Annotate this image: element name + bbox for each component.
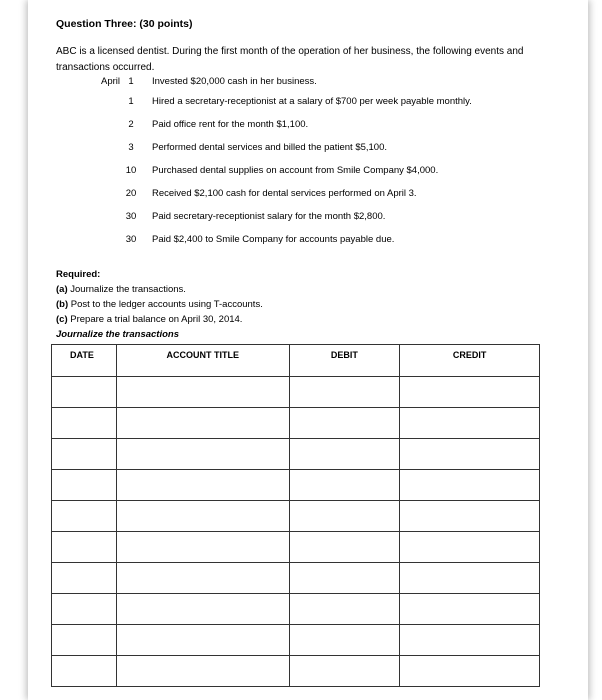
credit-cell[interactable] <box>400 501 540 532</box>
credit-cell[interactable] <box>400 532 540 563</box>
event-row <box>56 234 556 257</box>
debit-cell[interactable] <box>289 501 400 532</box>
table-row <box>52 656 540 687</box>
account-title-cell[interactable] <box>116 594 289 625</box>
table-row <box>52 594 540 625</box>
credit-cell[interactable] <box>400 377 540 408</box>
debit-cell[interactable] <box>289 377 400 408</box>
event-month: April <box>100 76 120 87</box>
required-item: (b) Post to the ledger accounts using T-accounts. <box>56 299 263 310</box>
credit-cell[interactable] <box>400 594 540 625</box>
credit-cell[interactable] <box>400 625 540 656</box>
credit-cell[interactable] <box>400 656 540 687</box>
debit-cell[interactable] <box>289 470 400 501</box>
event-day: 2 <box>128 119 134 130</box>
event-text: Received $2,100 cash for dental services performed on April 3. <box>152 188 417 199</box>
event-text: Purchased dental supplies on account from Smile Company $4,000. <box>152 165 439 176</box>
account-title-cell[interactable] <box>116 377 289 408</box>
date-cell[interactable] <box>52 439 117 470</box>
events-list <box>56 76 556 257</box>
journal-header-row <box>52 345 540 377</box>
event-day: 20 <box>125 188 137 199</box>
event-row <box>56 165 556 188</box>
event-text: Performed dental services and billed the patient $5,100. <box>152 142 388 153</box>
journalize-instruction: Journalize the transactions <box>56 329 180 340</box>
date-cell[interactable] <box>52 625 117 656</box>
journal-table <box>51 344 540 687</box>
document-page <box>28 0 588 700</box>
credit-cell[interactable] <box>400 470 540 501</box>
account-title-cell[interactable] <box>116 501 289 532</box>
event-day: 1 <box>128 76 134 87</box>
required-label: Required: <box>56 269 101 280</box>
table-row <box>52 501 540 532</box>
event-text: Paid $2,400 to Smile Company for accounts payable due. <box>152 234 395 245</box>
header-date: DATE <box>52 345 117 377</box>
date-cell[interactable] <box>52 563 117 594</box>
event-row <box>56 76 556 96</box>
debit-cell[interactable] <box>289 439 400 470</box>
question-content <box>56 18 556 342</box>
date-cell[interactable] <box>52 377 117 408</box>
debit-cell[interactable] <box>289 625 400 656</box>
date-cell[interactable] <box>52 656 117 687</box>
debit-cell[interactable] <box>289 594 400 625</box>
event-day: 1 <box>128 96 134 107</box>
event-text: Hired a secretary-receptionist at a salary of $700 per week payable monthly. <box>152 96 472 107</box>
table-row <box>52 408 540 439</box>
required-item: (c) Prepare a trial balance on April 30, 2014. <box>56 314 243 325</box>
event-text: Paid office rent for the month $1,100. <box>152 119 309 130</box>
debit-cell[interactable] <box>289 563 400 594</box>
account-title-cell[interactable] <box>116 470 289 501</box>
event-text: Paid secretary-receptionist salary for the month $2,800. <box>152 211 386 222</box>
event-day: 30 <box>125 211 137 222</box>
date-cell[interactable] <box>52 501 117 532</box>
date-cell[interactable] <box>52 408 117 439</box>
event-row <box>56 211 556 234</box>
table-row <box>52 439 540 470</box>
event-day: 3 <box>128 142 134 153</box>
debit-cell[interactable] <box>289 656 400 687</box>
event-row <box>56 119 556 142</box>
date-cell[interactable] <box>52 470 117 501</box>
required-section <box>56 267 556 342</box>
account-title-cell[interactable] <box>116 563 289 594</box>
credit-cell[interactable] <box>400 408 540 439</box>
date-cell[interactable] <box>52 594 117 625</box>
account-title-cell[interactable] <box>116 656 289 687</box>
event-day: 30 <box>125 234 137 245</box>
account-title-cell[interactable] <box>116 625 289 656</box>
header-account-title: ACCOUNT TITLE <box>116 345 289 377</box>
header-debit: DEBIT <box>289 345 400 377</box>
credit-cell[interactable] <box>400 439 540 470</box>
account-title-cell[interactable] <box>116 532 289 563</box>
table-row <box>52 532 540 563</box>
account-title-cell[interactable] <box>116 408 289 439</box>
debit-cell[interactable] <box>289 532 400 563</box>
account-title-cell[interactable] <box>116 439 289 470</box>
header-credit: CREDIT <box>400 345 540 377</box>
required-item: (a) Journalize the transactions. <box>56 284 186 295</box>
debit-cell[interactable] <box>289 408 400 439</box>
table-row <box>52 377 540 408</box>
question-intro: ABC is a licensed dentist. During the first month of the operation of her business, the following events and transactions occurred. <box>56 46 524 73</box>
event-row <box>56 142 556 165</box>
event-row <box>56 188 556 211</box>
table-row <box>52 625 540 656</box>
date-cell[interactable] <box>52 532 117 563</box>
event-day: 10 <box>125 165 137 176</box>
table-row <box>52 470 540 501</box>
question-title: Question Three: (30 points) <box>56 18 193 30</box>
event-row <box>56 96 556 119</box>
event-text: Invested $20,000 cash in her business. <box>152 76 317 87</box>
table-row <box>52 563 540 594</box>
credit-cell[interactable] <box>400 563 540 594</box>
